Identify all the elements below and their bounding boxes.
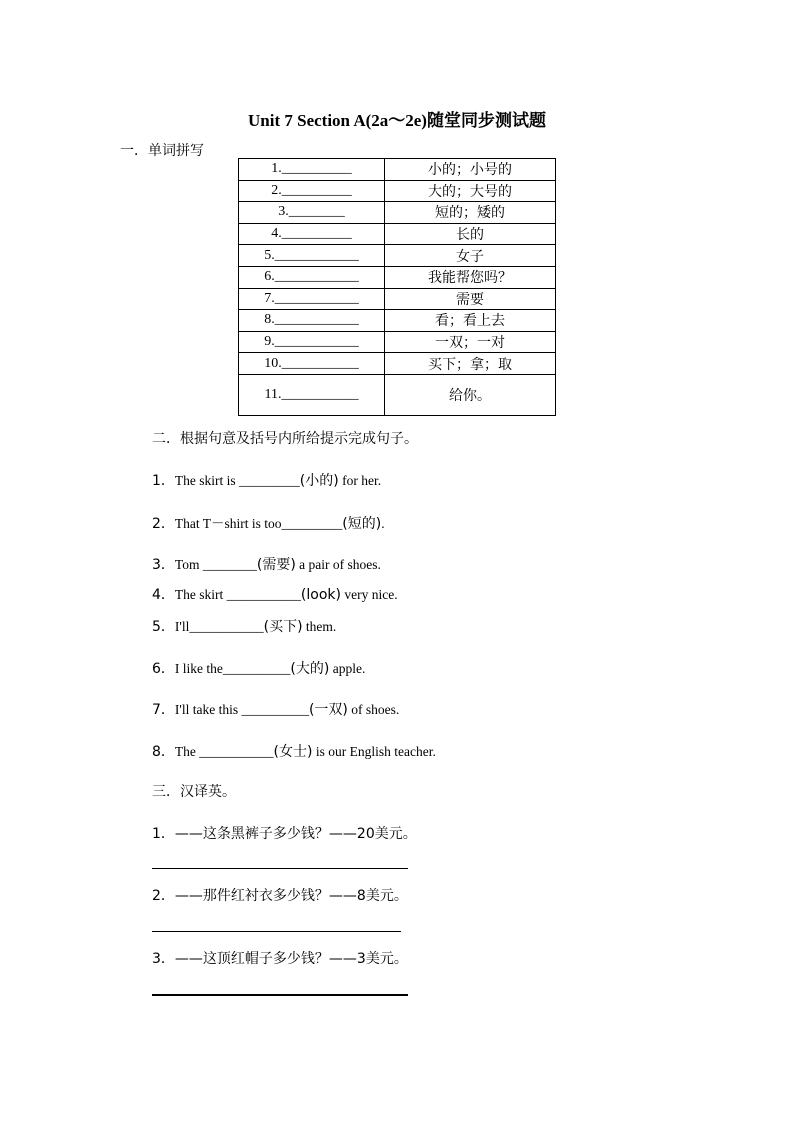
fill-sentence — [152, 741, 436, 761]
vocab-meaning: 买下；拿；取 — [385, 353, 556, 375]
sentence-text: apple. — [329, 661, 366, 676]
fill-sentence — [152, 584, 398, 604]
vocab-row — [239, 159, 556, 181]
answer-blank[interactable]: ___________ — [226, 587, 301, 602]
sentence-text: them. — [302, 619, 337, 634]
sentence-number: 3． — [152, 557, 175, 573]
hint-text: (需要) — [256, 557, 296, 573]
item-number: 3． — [152, 951, 175, 967]
vocab-meaning: 大的；大号的 — [385, 180, 556, 202]
vocab-meaning: 小的；小号的 — [385, 159, 556, 181]
sentence-number: 5． — [152, 619, 175, 635]
answer-blank[interactable]: __________ — [241, 702, 309, 717]
sentence-text: I like the — [174, 661, 223, 676]
hint-text: (大的) — [290, 661, 330, 677]
sentence-text: The skirt — [174, 587, 227, 602]
vocab-row — [239, 374, 556, 415]
answer-blank[interactable]: _________ — [281, 516, 343, 531]
translation-item — [152, 948, 408, 968]
sentence-text: Tom — [174, 557, 203, 572]
vocab-row — [239, 310, 556, 332]
item-number: 2． — [152, 888, 175, 904]
sentence-number: 2． — [152, 516, 175, 532]
hint-text: (短的) — [342, 516, 382, 532]
vocab-blank[interactable]: 2.__________ — [239, 180, 385, 202]
translation-item — [152, 885, 408, 905]
vocab-row — [239, 202, 556, 224]
sentence-number: 1． — [152, 473, 175, 489]
fill-sentence — [152, 512, 385, 533]
sentence-number: 4． — [152, 587, 175, 603]
hint-text: (一双) — [308, 702, 348, 718]
vocab-blank[interactable]: 3.________ — [239, 202, 385, 224]
sentence-text: very nice. — [340, 587, 398, 602]
sentence-text: I'll take this — [174, 702, 242, 717]
vocab-blank[interactable]: 1.__________ — [239, 159, 385, 181]
hint-text: (买下) — [263, 619, 303, 635]
hint-text: (女士) — [273, 744, 313, 760]
sentence-text: for her. — [338, 473, 382, 488]
vocab-row — [239, 245, 556, 267]
fill-sentence — [152, 616, 336, 636]
answer-line[interactable] — [152, 994, 408, 996]
fill-sentence — [152, 658, 365, 678]
answer-blank[interactable]: _________ — [239, 473, 300, 488]
answer-line[interactable] — [152, 931, 401, 932]
answer-blank[interactable]: ___________ — [199, 744, 274, 759]
vocab-meaning: 短的；矮的 — [385, 202, 556, 224]
fill-sentence — [152, 554, 381, 574]
vocab-meaning: 一双；一对 — [385, 331, 556, 353]
sentence-number: 7． — [152, 702, 175, 718]
answer-blank[interactable]: ________ — [202, 557, 257, 572]
item-number: 1． — [152, 826, 175, 842]
vocab-row — [239, 288, 556, 310]
vocab-row — [239, 331, 556, 353]
sentence-text: The — [174, 744, 200, 759]
vocab-meaning: 女子 — [385, 245, 556, 267]
answer-blank[interactable]: ___________ — [189, 619, 264, 634]
page-title: Unit 7 Section A(2a～2e)随堂同步测试题 — [248, 111, 546, 130]
answer-blank[interactable]: __________ — [222, 661, 291, 676]
vocab-meaning: 看；看上去 — [385, 310, 556, 332]
fill-sentence — [152, 699, 399, 719]
vocab-blank[interactable]: 5.____________ — [239, 245, 385, 267]
sentence-text: I'll — [174, 619, 190, 634]
vocab-row — [239, 266, 556, 288]
vocab-blank[interactable]: 8.____________ — [239, 310, 385, 332]
sentence-number: 8． — [152, 744, 175, 760]
item-text: ——这条黑裤子多少钱？——20美元。 — [174, 826, 417, 842]
translation-item — [152, 823, 417, 843]
vocab-blank[interactable]: 11.___________ — [239, 374, 385, 415]
sentence-text: of shoes. — [347, 702, 400, 717]
sentence-text: a pair of shoes. — [295, 557, 381, 572]
vocab-meaning: 我能帮您吗？ — [385, 266, 556, 288]
hint-text: (小的) — [299, 473, 339, 489]
section1-heading: 一．单词拼写 — [120, 143, 204, 159]
item-text: ——这顶红帽子多少钱？——3美元。 — [174, 951, 408, 967]
section3-heading: 三．汉译英。 — [152, 784, 236, 800]
vocab-blank[interactable]: 10.___________ — [239, 353, 385, 375]
sentence-text: . — [381, 516, 385, 531]
vocab-row — [239, 353, 556, 375]
vocab-meaning: 长的 — [385, 223, 556, 245]
vocab-meaning: 给你。 — [385, 374, 556, 415]
sentence-text: The skirt is — [174, 473, 240, 488]
vocab-blank[interactable]: 4.__________ — [239, 223, 385, 245]
vocab-blank[interactable]: 7.____________ — [239, 288, 385, 310]
hint-text: (look) — [300, 587, 341, 603]
item-text: ——那件红衬衣多少钱？——8美元。 — [174, 888, 408, 904]
vocab-row — [239, 223, 556, 245]
fill-sentence — [152, 470, 381, 490]
vocab-blank[interactable]: 9.____________ — [239, 331, 385, 353]
section2-heading: 二．根据句意及括号内所给提示完成句子。 — [152, 431, 418, 447]
vocab-table — [238, 158, 556, 416]
sentence-text: That T－shirt is too — [174, 516, 282, 531]
sentence-number: 6． — [152, 661, 175, 677]
vocab-blank[interactable]: 6.____________ — [239, 266, 385, 288]
sentence-text: is our English teacher. — [312, 744, 436, 759]
vocab-row — [239, 180, 556, 202]
answer-line[interactable] — [152, 868, 408, 869]
vocab-meaning: 需要 — [385, 288, 556, 310]
